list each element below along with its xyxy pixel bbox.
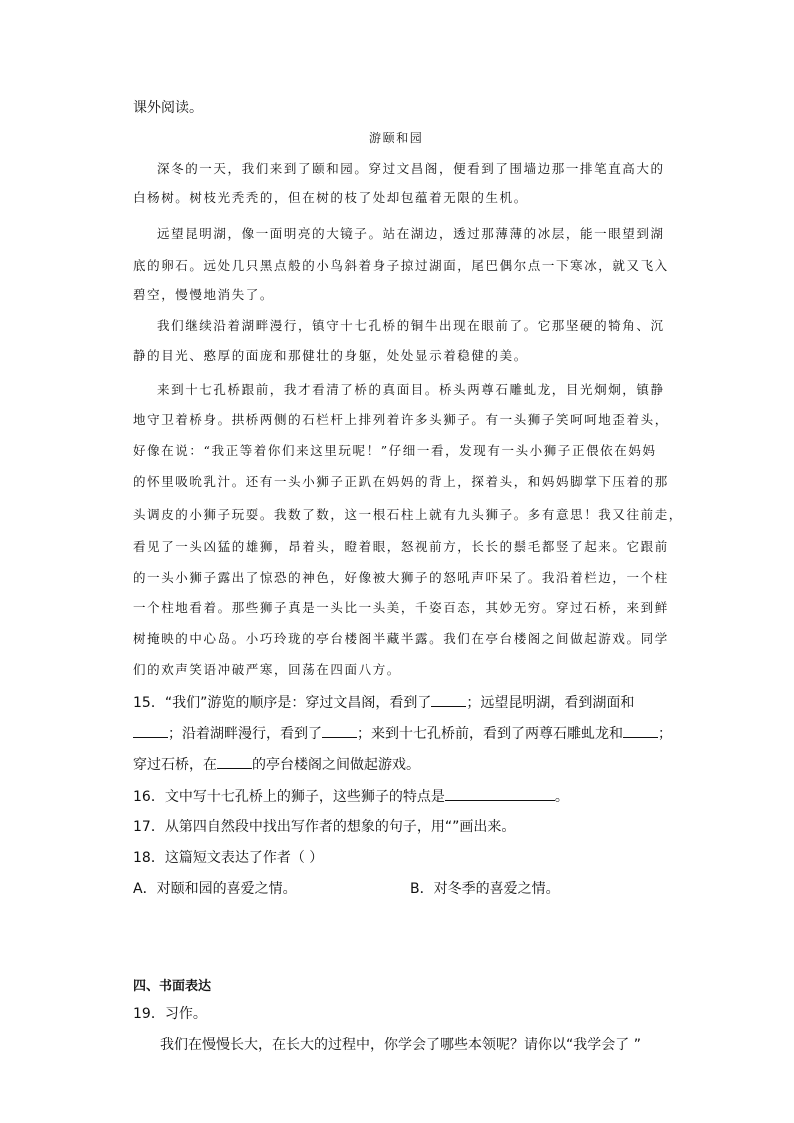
passage-line: 看见了一头凶猛的雄狮，昂着头，瞪着眼，怒视前方，长长的鬃毛都竖了起来。它跟前 xyxy=(133,539,669,554)
answer-blank[interactable] xyxy=(133,723,168,738)
question-text: ；来到十七孔桥前，看到了两尊石雕虬龙和 xyxy=(357,726,623,742)
question-17: 17．从第四自然段中找出写作者的想象的句子，用“”画出来。 xyxy=(133,819,516,835)
question-text: 。 xyxy=(554,789,569,805)
question-text: 的亭台楼阁之间做起游戏。 xyxy=(252,757,420,773)
passage-line: 好像在说：“我正等着你们来这里玩呢！”仔细一看，发现有一头小狮子正偎依在妈妈 xyxy=(133,443,657,458)
option-a[interactable]: A．对颐和园的喜爱之情。 xyxy=(133,881,297,897)
answer-blank[interactable] xyxy=(445,786,555,801)
question-text: 16．文中写十七孔桥上的狮子，这些狮子的特点是 xyxy=(133,789,445,805)
passage-line: 静的目光、憨厚的面庞和那健壮的身躯，处处显示着稳健的美。 xyxy=(133,348,528,363)
essay-prompt: 我们在慢慢长大，在长大的过程中，你学会了哪些本领呢？请你以“我学会了 ” xyxy=(160,1037,641,1053)
option-b[interactable]: B．对冬季的喜爱之情。 xyxy=(410,881,560,897)
passage-line: 树掩映的中心岛。小巧玲珑的亭台楼阁半藏半露。我们在亭台楼阁之间做起游戏。同学 xyxy=(133,631,669,646)
section-4-heading: 四、书面表达 xyxy=(133,979,212,994)
question-18-stem: 18．这篇短文表达了作者（ ） xyxy=(133,850,324,866)
answer-blank[interactable] xyxy=(322,723,357,738)
question-text: ；远望昆明湖，看到湖面和 xyxy=(466,695,635,711)
passage-line: 白杨树。树枝光秃秃的，但在树的枝了处却包蕴着无限的生机。 xyxy=(133,190,528,205)
question-text: 15．“我们”游览的顺序是：穿过文昌阁，看到了 xyxy=(133,695,432,711)
section-label: 课外阅读。 xyxy=(133,100,203,116)
question-text: ；沿着湖畔漫行，看到了 xyxy=(168,726,322,742)
passage-line: 底的卵石。远处几只黑点般的小鸟斜着身子掠过湖面，尾巴偶尔点一下寒冰，就又飞入 xyxy=(133,258,669,273)
passage-line: 我们继续沿着湖畔漫行，镇守十七孔桥的铜牛出现在眼前了。它那坚硬的犄角、沉 xyxy=(157,318,665,333)
question-15-line-3 xyxy=(133,754,420,775)
answer-blank[interactable] xyxy=(217,754,252,769)
question-15-line-1 xyxy=(133,692,634,713)
passage-line: 碧空，慢慢地消失了。 xyxy=(133,287,275,302)
question-text: 穿过石桥，在 xyxy=(133,757,217,773)
passage-line: 们的欢声笑语冲破严寒，回荡在四面八方。 xyxy=(133,662,401,677)
passage-line: 的怀里吸吮乳汁。还有一头小狮子正趴在妈妈的背上，探着头，和妈妈脚掌下压着的那 xyxy=(133,474,669,489)
question-16 xyxy=(133,786,569,807)
passage-line: 来到十七孔桥跟前，我才看清了桥的真面目。桥头两尊石雕虬龙，目光炯炯，镇静 xyxy=(157,382,665,397)
passage-line: 头调皮的小狮子玩耍。我数了数，这一根石柱上就有九头狮子。多有意思！我又往前走， xyxy=(133,507,683,522)
passage-line: 远望昆明湖，像一面明亮的大镜子。站在湖边，透过那薄薄的冰层，能一眼望到湖 xyxy=(157,226,665,241)
answer-blank[interactable] xyxy=(431,692,466,707)
passage-line: 深冬的一天，我们来到了颐和园。穿过文昌阁，便看到了围墙边那一排笔直高大的 xyxy=(157,161,665,176)
passage-line: 一个柱地看着。那些狮子真是一头比一头美，千姿百态，其妙无穷。穿过石桥，来到鲜 xyxy=(133,600,669,615)
answer-blank[interactable] xyxy=(623,723,658,738)
question-19: 19．习作。 xyxy=(133,1006,207,1022)
passage-title: 游颐和园 xyxy=(369,131,424,145)
question-15-line-2 xyxy=(133,723,672,744)
question-text: ； xyxy=(658,726,672,742)
passage-line: 地守卫着桥身。拱桥两侧的石栏杆上排列着许多头狮子。有一头狮子笑呵呵地歪着头， xyxy=(133,412,669,427)
passage-line: 的一头小狮子露出了惊恐的神色，好像被大狮子的怒吼声吓呆了。我沿着栏边，一个柱 xyxy=(133,570,669,585)
